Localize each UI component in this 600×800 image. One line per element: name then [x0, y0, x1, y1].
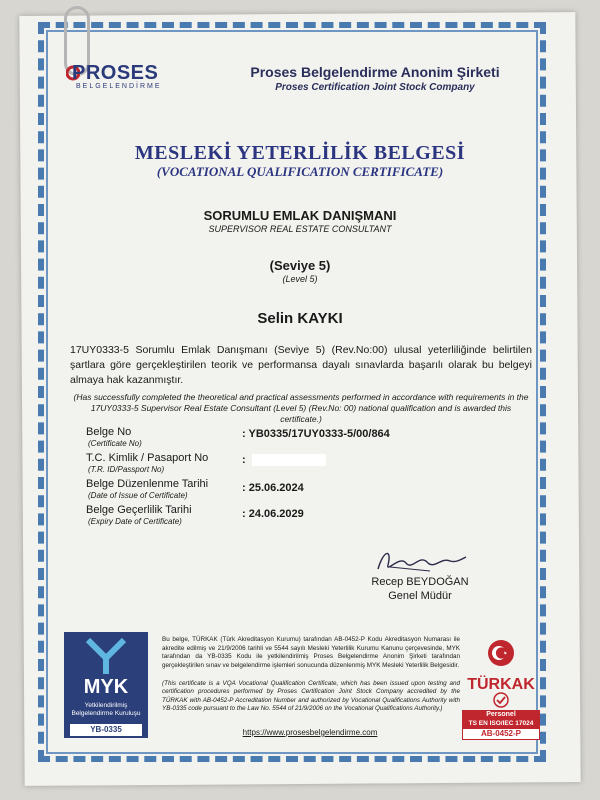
- statement-en: (Has successfully completed the theoretical and practical assessments performed in accordance with requirements in the 17UY0333-5 Supervisor Real Estate Consultant (Level 5) (Rev.No: 00) national qualification and is awarded this certificate.): [73, 392, 529, 424]
- field-label-en-certificate-no: (Certificate No): [88, 439, 142, 448]
- field-label-certificate-no: Belge No: [86, 426, 132, 438]
- occupation: SORUMLU EMLAK DANIŞMANI: [203, 208, 397, 223]
- field-label-en-issue-date: (Date of Issue of Certificate): [88, 491, 188, 500]
- certificate-title-en: (VOCATIONAL QUALIFICATION CERTIFICATE): [156, 164, 444, 179]
- certificate-title: MESLEKİ YETERLİLİK BELGESİ: [134, 142, 466, 164]
- company-name-en: Proses Certification Joint Stock Company: [275, 82, 475, 93]
- website-link[interactable]: https://www.prosesbelgelendirme.com: [242, 728, 378, 737]
- myk-subtitle-line-2: Belgelendirme Kuruluşu: [71, 710, 141, 717]
- field-value-id-no: :: [242, 454, 246, 466]
- level-en: (Level 5): [282, 274, 318, 284]
- field-label-en-expiry-date: (Expiry Date of Certificate): [88, 517, 182, 526]
- legal-text-en: (This certificate is a VQA Vocational Qualification Certificate, which has been issued upon testing and certification procedures performed by Proses Certification Joint Stock Company accredited by the TÜRKAK with AB-0452-P Accreditation Number and authorized by Vocational Qualifications Authority with YB-0335 code pursuant to the Law No. 5544 of 21/9/2006 on the Vocational Qualifications Authority.): [162, 680, 460, 713]
- turkak-personel-label: Personel: [462, 710, 540, 719]
- myk-subtitle: [64, 702, 148, 718]
- company-name: Proses Belgelendirme Anonim Şirketi: [250, 64, 500, 80]
- myk-emblem-icon: [82, 636, 130, 676]
- field-value-issue-date: : 25.06.2024: [242, 482, 304, 494]
- field-value-expiry-date: : 24.06.2029: [242, 508, 304, 520]
- level: (Seviye 5): [269, 258, 331, 273]
- signer-name: Recep BEYDOĞAN: [371, 576, 469, 588]
- field-label-expiry-date: Belge Geçerlilik Tarihi: [86, 504, 192, 516]
- turkak-standard-label: TS EN ISO/IEC 17024: [462, 719, 540, 728]
- turkak-accreditation-code: AB-0452-P: [462, 728, 540, 740]
- signer-title: Genel Müdür: [388, 590, 452, 602]
- turkak-wordmark: TÜRKAK: [467, 676, 535, 693]
- redacted-id: [252, 454, 326, 466]
- field-label-id-no: T.C. Kimlik / Pasaport No: [86, 452, 209, 464]
- myk-wordmark: MYK: [83, 676, 129, 698]
- logo-subtitle: BELGELENDİRME: [76, 83, 162, 90]
- statement: 17UY0333-5 Sorumlu Emlak Danışmanı (Seviye 5) (Rev.No:00) ulusal yeterliliğinde belirtilen şartlara göre gerçekleştirilen teorik ve performansa dayalı sınavlarda başarılı olarak bu belgeyi almaya hak kazanmıştır.: [70, 344, 532, 386]
- signature-icon: [370, 545, 470, 577]
- field-label-en-id-no: (T.R. ID/Passport No): [88, 465, 165, 474]
- field-value-certificate-no: : YB0335/17UY0333-5/00/864: [242, 428, 390, 440]
- holder-name: Selin KAYKI: [257, 310, 343, 327]
- myk-subtitle-line-1: Yetkilendirilmiş: [84, 702, 128, 709]
- legal-text: Bu belge, TÜRKAK (Türk Akreditasyon Kurumu) tarafından AB-0452-P Kodu Akreditasyon Numarası ile akredite edilmiş ve 21/9/2006 tarihli ve 5544 sayılı Mesleki Yeterlilik Kurumu Kanunu çerçevesinde, MYK tarafından da YB-0335 Kodu ile yetkilendirilmiş Proses Belgelendirme Anonim Şirketi tarafından gerçekleştirilen sınav ve belgelendirme işlemleri sonucunda düzenlenmiş MYK Mesleki Yeterlilik Belgesidir.: [162, 636, 460, 669]
- check-icon: [489, 692, 513, 708]
- turkak-emblem-icon: [486, 638, 516, 674]
- occupation-en: SUPERVISOR REAL ESTATE CONSULTANT: [208, 224, 392, 234]
- logo-wordmark: PROSES: [72, 62, 159, 84]
- field-label-issue-date: Belge Düzenlenme Tarihi: [86, 478, 209, 490]
- myk-code: YB-0335: [70, 724, 142, 736]
